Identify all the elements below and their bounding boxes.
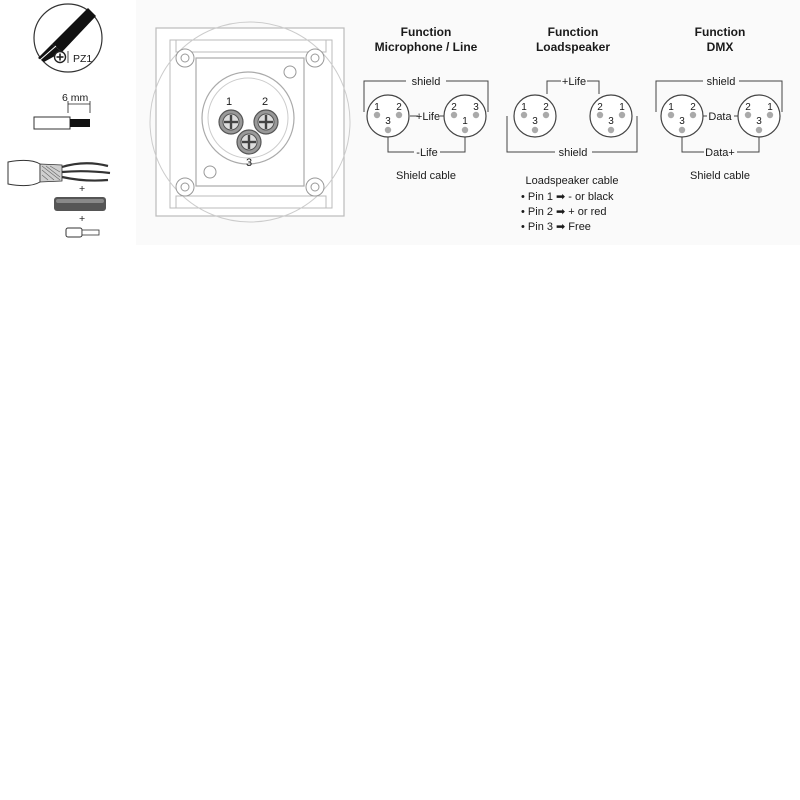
function-2-title: Function xyxy=(547,25,599,39)
function-3-caption: Shield cable xyxy=(690,170,750,182)
function-2-caption: Loadspeaker cable xyxy=(525,175,619,187)
pin-label: 2 xyxy=(451,102,457,113)
function-1-title: Function xyxy=(400,25,452,39)
pin-label: 3 xyxy=(385,116,391,127)
function-2-subtitle: Loadspeaker xyxy=(535,40,611,54)
pin-label: 1 xyxy=(668,102,674,113)
function-1-bottom-label: -Life xyxy=(416,147,438,159)
pin-label: 1 xyxy=(521,102,527,113)
pin-label: 1 xyxy=(767,102,773,113)
function-3-bottom-label: Data+ xyxy=(705,147,735,159)
function-3-top-label: shield xyxy=(706,76,736,88)
function-3-subtitle: DMX xyxy=(706,40,734,54)
function-3-mid-label: Data xyxy=(708,111,732,123)
socket-pin-1-label: 1 xyxy=(226,96,233,108)
screwdriver-label: PZ1 xyxy=(73,53,93,65)
pin-label: 2 xyxy=(597,102,603,113)
function-2-bottom-label: shield xyxy=(558,147,588,159)
function-1-top-label: shield xyxy=(411,76,441,88)
wire-ferrule-icon xyxy=(66,228,99,237)
function-1-mid-label: +Life xyxy=(415,111,441,123)
shielded-cable-icon xyxy=(8,160,110,185)
pin-note: • Pin 1 ➡ - or black xyxy=(521,191,614,203)
function-3-title: Function xyxy=(694,25,746,39)
stripped-wire-icon xyxy=(34,117,90,129)
heat-shrink-tube-icon xyxy=(54,197,106,211)
pin-label: 2 xyxy=(745,102,751,113)
pin-label: 1 xyxy=(374,102,380,113)
function-1-caption: Shield cable xyxy=(396,170,456,182)
pin-label: 1 xyxy=(619,102,625,113)
pin-label: 2 xyxy=(396,102,402,113)
function-1-subtitle: Microphone / Line xyxy=(374,40,478,54)
pin-label: 3 xyxy=(756,116,762,127)
pin-note: • Pin 2 ➡ + or red xyxy=(521,206,607,218)
pin-label: 3 xyxy=(679,116,685,127)
strip-length-label: 6 mm xyxy=(62,92,89,104)
phillips-head-icon xyxy=(55,52,66,63)
plus-sign-1: + xyxy=(79,183,86,195)
pin-label: 3 xyxy=(532,116,538,127)
loadspeaker-pin-notes xyxy=(521,190,614,235)
pin-label: 3 xyxy=(473,102,479,113)
pin-label: 2 xyxy=(543,102,549,113)
socket-pin-2-label: 2 xyxy=(262,96,269,108)
plus-sign-2: + xyxy=(79,213,86,225)
pin-label: 1 xyxy=(462,116,468,127)
function-2-top-label: +Life xyxy=(561,76,587,88)
pin-label: 3 xyxy=(608,116,614,127)
pin-note: • Pin 3 ➡ Free xyxy=(521,221,591,233)
socket-pin-3-label: 3 xyxy=(246,157,253,169)
pin-label: 2 xyxy=(690,102,696,113)
